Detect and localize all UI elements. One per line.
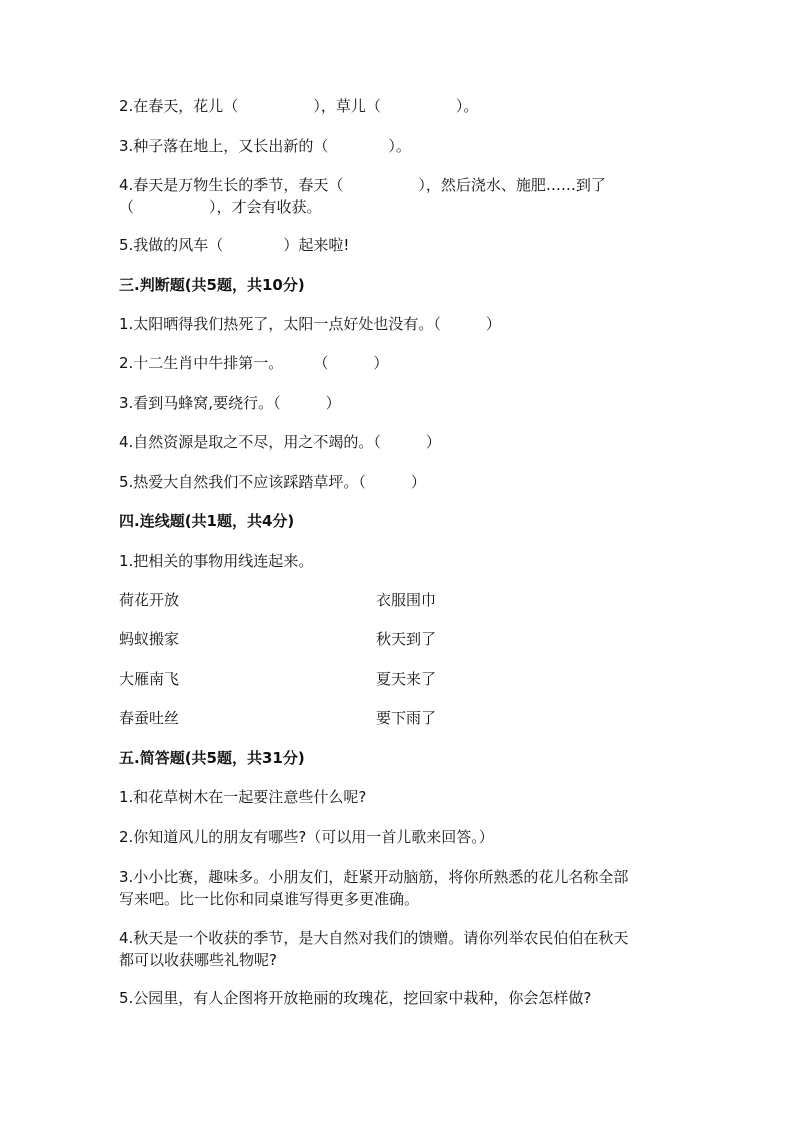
short-answer-question-5: 5.公园里，有人企图将开放艳丽的玫瑰花，挖回家中栽种，你会怎样做? — [119, 989, 592, 1007]
short-answer-question-3-line-1: 3.小小比赛，趣味多。小朋友们，赶紧开动脑筋，将你所熟悉的花儿名称全部 — [119, 868, 629, 886]
matching-left-item-4: 春蚕吐丝 — [119, 709, 180, 727]
short-answer-question-2: 2.你知道风儿的朋友有哪些?（可以用一首儿歌来回答。） — [119, 828, 494, 846]
matching-left-item-2: 蚂蚁搬家 — [119, 630, 180, 648]
fill-blank-question-3: 3.种子落在地上，又长出新的（ ）。 — [119, 137, 411, 155]
matching-right-item-1: 衣服围巾 — [376, 591, 437, 609]
matching-left-item-1: 荷花开放 — [119, 591, 180, 609]
fill-blank-question-4-line-1: 4.春天是万物生长的季节，春天（ ），然后浇水、施肥……到了 — [119, 176, 606, 194]
short-answer-question-4-line-1: 4.秋天是一个收获的季节，是大自然对我们的馈赠。请你列举农民伯伯在秋天 — [119, 929, 629, 947]
true-false-question-2: 2.十二生肖中牛排第一。 （ ） — [119, 354, 389, 372]
true-false-question-3: 3.看到马蜂窝,要绕行。（ ） — [119, 394, 341, 412]
short-answer-question-3-line-2: 写来吧。比一比你和同桌谁写得更多更准确。 — [119, 890, 420, 908]
short-answer-question-1: 1.和花草树木在一起要注意些什么呢? — [119, 788, 367, 806]
short-answer-question-4-line-2: 都可以收获哪些礼物呢? — [119, 951, 277, 969]
matching-heading: 四.连线题(共1题，共4分) — [119, 512, 295, 530]
matching-prompt: 1.把相关的事物用线连起来。 — [119, 552, 314, 570]
fill-blank-question-4-line-2: （ ），才会有收获。 — [119, 198, 322, 216]
fill-blank-question-2: 2.在春天，花儿（ ），草儿（ ）。 — [119, 97, 479, 115]
short-answer-heading: 五.简答题(共5题，共31分) — [119, 749, 305, 767]
matching-right-item-2: 秋天到了 — [376, 630, 437, 648]
fill-blank-question-5: 5.我做的风车（ ）起来啦! — [119, 236, 350, 254]
matching-right-item-3: 夏天来了 — [376, 670, 437, 688]
matching-left-item-3: 大雁南飞 — [119, 670, 180, 688]
true-false-heading: 三.判断题(共5题，共10分) — [119, 276, 305, 294]
true-false-question-1: 1.太阳晒得我们热死了，太阳一点好处也没有。（ ） — [119, 315, 501, 333]
matching-right-item-4: 要下雨了 — [376, 709, 437, 727]
true-false-question-4: 4.自然资源是取之不尽，用之不竭的。（ ） — [119, 433, 441, 451]
true-false-question-5: 5.热爱大自然我们不应该踩踏草坪。（ ） — [119, 473, 426, 491]
